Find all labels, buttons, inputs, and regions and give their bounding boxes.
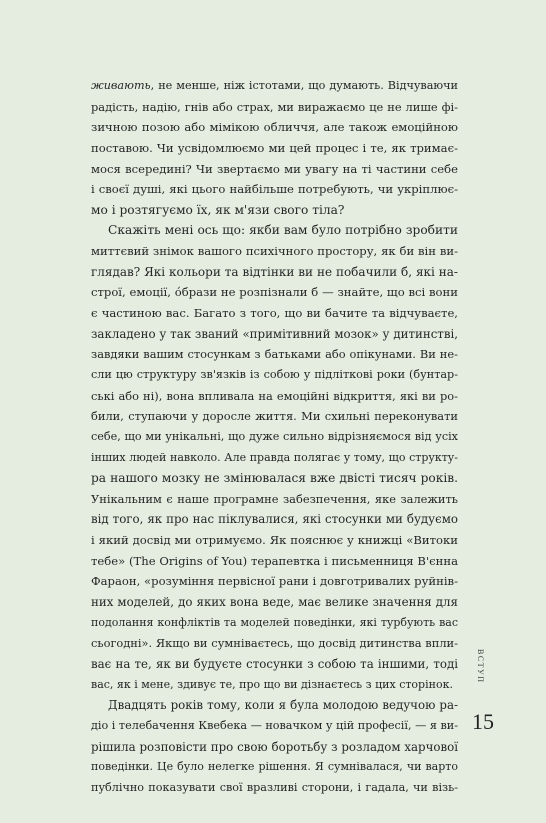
text-line: ває на те, як ви будуєте стосунки з собою та іншими, тоді bbox=[91, 656, 458, 671]
text-line: діо і телебачення Квебека — новачком у цій професії, — я ви- bbox=[91, 718, 458, 732]
text-line: били, ступаючи у доросле життя. Ми схильні переконувати bbox=[91, 409, 458, 424]
text-line: себе, що ми унікальні, що дуже сильно відрізняємося від усіх bbox=[91, 429, 458, 443]
text-line: глядав? Які кольори та відтінки ви не побачили б, які на- bbox=[91, 264, 458, 279]
text-line: завдяки вашим стосункам з батьками або опікунами. Ви не- bbox=[91, 347, 458, 362]
text-line: вас, як і мене, здивує те, про що ви дізнаєтесь з цих сторінок. bbox=[91, 677, 453, 691]
italic-word: живають bbox=[91, 79, 151, 92]
text-line: і який досвід ми отримуємо. Як пояснює у книжці «Витоки bbox=[91, 533, 458, 548]
text-line: є частиною вас. Багато з того, що ви бачите та відчуваєте, bbox=[91, 306, 458, 321]
text-line: рішила розповісти про свою боротьбу з розладом харчової bbox=[91, 739, 458, 754]
text-line: інших людей навколо. Але правда полягає у тому, що структу- bbox=[91, 450, 458, 464]
text-line: радість, надію, гнів або страх, ми виражаємо це не лише фі- bbox=[91, 99, 458, 114]
text-line: Фараон, «розуміння первісної рани і довготривалих руйнів- bbox=[91, 574, 458, 589]
body-text bbox=[91, 76, 458, 798]
text-line: публічно показувати свої вразливі сторони, і гадала, чи візь- bbox=[91, 780, 458, 794]
text-line: Унікальним є наше програмне забезпечення, яке залежить bbox=[91, 491, 458, 506]
paragraph-2 bbox=[91, 220, 458, 695]
paragraph-1 bbox=[91, 76, 458, 220]
text-line: поведінки. Це було нелегке рішення. Я сумнівалася, чи варто bbox=[91, 760, 458, 774]
text-line: тебе» (The Origins of You) терапевтка і письменниця В'єнна bbox=[91, 553, 458, 568]
text-line: них моделей, до яких вона веде, має велике значення для bbox=[91, 595, 458, 610]
text-line: закладено у так званий «примітивний мозок» у дитинстві, bbox=[91, 326, 458, 341]
text-line: мося всередині? Чи звертаємо ми увагу на ті частини себе bbox=[91, 161, 458, 176]
text-line: мо і розтягуємо їх, як м'язи свого тіла? bbox=[91, 202, 345, 217]
text-line: живають, не менше, ніж істотами, що думають. Відчуваючи bbox=[91, 79, 458, 92]
section-label: ВСТУП bbox=[476, 649, 485, 684]
text-line: строї, емоції, óбрази не розпізнали б — знайте, що всі вони bbox=[91, 285, 458, 300]
text-line: і своєї душі, які цього найбільше потребують, чи укріплює- bbox=[91, 182, 458, 197]
text-line: зичною позою або мімікою обличчя, але також емоційною bbox=[91, 120, 458, 135]
text-line: сли цю структуру зв'язків із собою у підліткові роки (бунтар- bbox=[91, 367, 458, 381]
text-line: поставою. Чи усвідомлюємо ми цей процес і те, як тримає- bbox=[91, 140, 458, 155]
text-line: ра нашого мозку не змінювалася вже двісті тисяч років. bbox=[91, 471, 458, 486]
page-number: 15 bbox=[472, 709, 494, 734]
text-line: миттєвий знімок вашого психічного простору, як би він ви- bbox=[91, 244, 458, 259]
paragraph-3 bbox=[91, 695, 458, 798]
text-line: від того, як про нас піклувалися, які стосунки ми будуємо bbox=[91, 512, 458, 527]
text-line: ські або ні), вона впливала на емоційні відкриття, які ви ро- bbox=[91, 388, 458, 403]
text-line: Двадцять років тому, коли я була молодою ведучою ра- bbox=[108, 698, 458, 713]
text-line: подолання конфліктів та моделей поведінки, які турбують вас bbox=[91, 615, 458, 629]
text-line: сьогодні». Якщо ви сумніваєтесь, що досвід дитинства впли- bbox=[91, 636, 458, 651]
text-line: Скажіть мені ось що: якби вам було потрібно зробити bbox=[108, 223, 458, 238]
